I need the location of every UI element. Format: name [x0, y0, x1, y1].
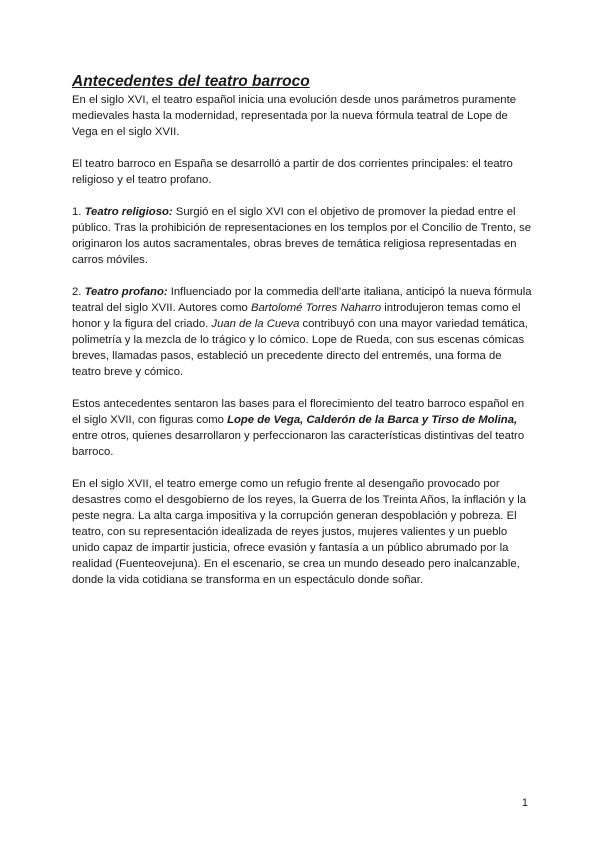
religious-theater-paragraph — [72, 204, 532, 268]
author-juan-de-la-cueva: Juan de la Cueva — [211, 318, 300, 330]
baroque-authors: Lope de Vega, Calderón de la Barca y Tirso de Molina, — [227, 414, 518, 426]
page-number: 1 — [521, 797, 528, 809]
profane-theater-text: contribuyó con una mayor variedad temática, polimetría y la mezcla de lo trágico y lo cómico. Lope de Rueda, con sus escenas cómicas breves, llamadas pasos, estableció un precedente directo del entremés, una forma de teatro breve y cómico. — [72, 318, 528, 378]
paragraph-gap — [72, 460, 532, 476]
religious-theater-heading: Teatro religioso: — [84, 206, 173, 218]
paragraph-gap — [72, 188, 532, 204]
list-number: 1. — [72, 206, 85, 218]
intro-paragraph: En el siglo XVI, el teatro español inicia una evolución desde unos parámetros puramente medievales hasta la modernidad, representada por la nueva fórmula teatral de Lope de Vega en el siglo XVII. — [72, 94, 516, 138]
profane-theater-text: introdujeron temas como el honor y la figura del criado. — [72, 302, 521, 330]
profane-theater-text: Influenciado por la commedia dell'arte italiana, anticipó la nueva fórmula teatral del siglo XVII. Autores como — [72, 286, 532, 314]
foundations-paragraph — [72, 396, 532, 460]
foundations-text: entre otros, quienes desarrollaron y perfeccionaron las características distintivas del teatro barroco. — [72, 430, 525, 458]
paragraph-gap — [72, 140, 532, 156]
foundations-text: Estos antecedentes sentaron las bases para el florecimiento del teatro barroco español en el siglo XVII, con figuras como — [72, 398, 525, 426]
list-number: 2. — [72, 286, 85, 298]
currents-paragraph: El teatro barroco en España se desarrolló a partir de dos corrientes principales: el teatro religioso y el teatro profano. — [72, 158, 513, 186]
author-torres-naharro: Bartolomé Torres Naharro — [250, 302, 382, 314]
religious-theater-text: Surgió en el siglo XVI con el objetivo de promover la piedad entre el público. Tras la prohibición de representaciones en los templos por el Concilio de Trento, se originaron los autos sacramentales, obras breves de temática religiosa representadas en carros móviles. — [72, 206, 532, 266]
page-content — [72, 72, 532, 588]
profane-theater-heading: Teatro profano: — [84, 286, 168, 298]
paragraph-gap — [72, 268, 532, 284]
document-title: Antecedentes del teatro barroco — [72, 73, 310, 90]
profane-theater-paragraph — [72, 284, 532, 380]
refuge-paragraph: En el siglo XVII, el teatro emerge como un refugio frente al desengaño provocado por desastres como el desgobierno de los reyes, la Guerra de los Treinta Años, la inflación y la peste negra. La alta carga impositiva y la corrupción generan despoblación y pobreza. El teatro, con su representación idealizada de reyes justos, mujeres valientes y un pueblo unido capaz de impartir justicia, ofrece evasión y fantasía a un público abrumado por la realidad (Fuenteovejuna). En el escenario, se crea un mundo deseado pero inalcanzable, donde la vida cotidiana se transforma en un espectáculo donde soñar. — [72, 478, 527, 586]
paragraph-gap — [72, 380, 532, 396]
